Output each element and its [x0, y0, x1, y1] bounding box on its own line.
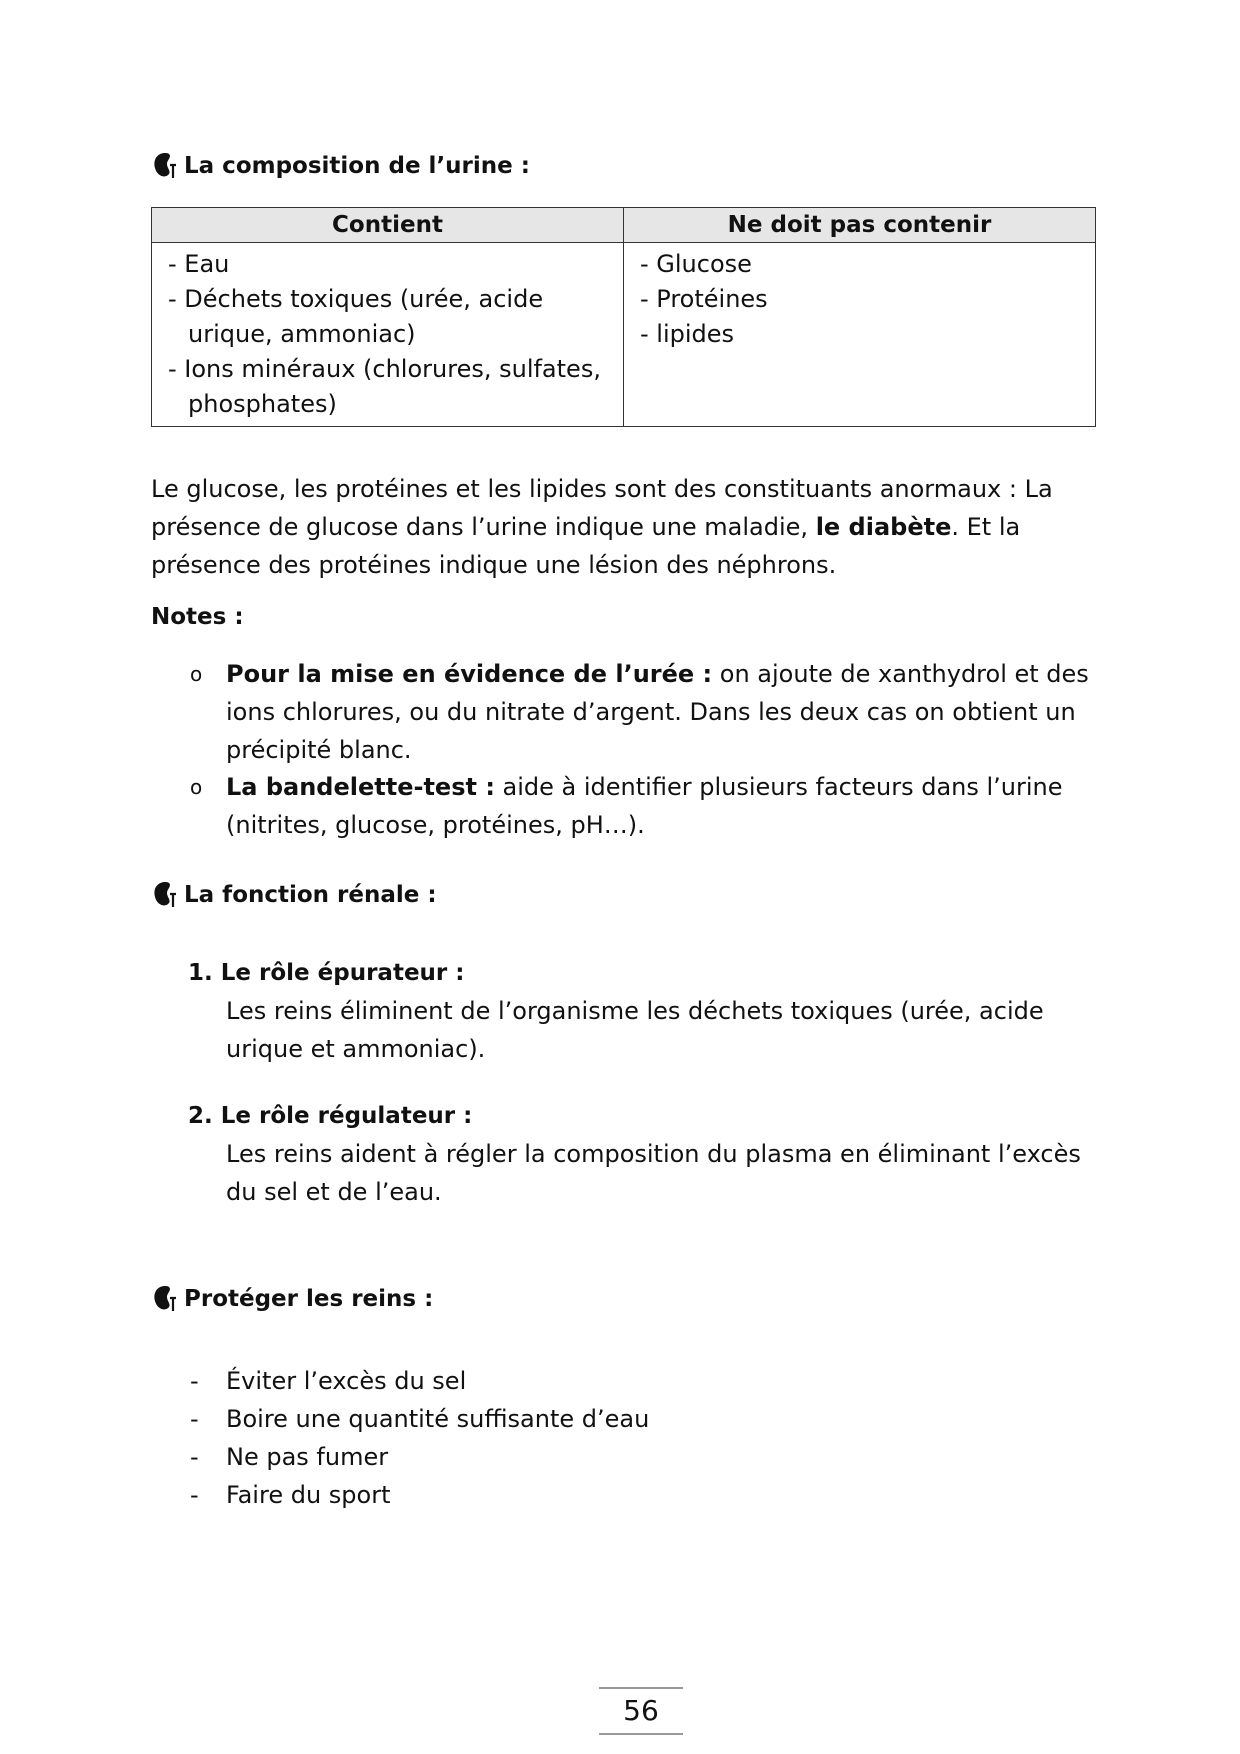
note-text: [226, 768, 1105, 844]
section-title: La composition de l’urine :: [184, 153, 530, 179]
kidney-icon: [152, 880, 178, 910]
list-item-text: Faire du sport: [226, 1481, 391, 1509]
list-item: - Eau: [168, 250, 230, 278]
section-title: Protéger les reins :: [184, 1286, 434, 1312]
urine-composition-table: [151, 207, 1096, 427]
role-text: Les reins aident à régler la composition du plasma en éliminant l’excès du sel et de l’eau.: [226, 1140, 1081, 1206]
dash: -: [190, 1481, 199, 1509]
list-item: [190, 768, 1105, 844]
note-bold: La bandelette-test :: [226, 773, 495, 801]
paragraph-text: Le glucose, les protéines et les lipides sont des constituants anormaux : La présence de glucose dans l’urine indique une maladie,: [151, 475, 1053, 541]
list-item: [190, 655, 1105, 769]
section-heading-composition: [152, 151, 530, 181]
dash: -: [190, 1443, 199, 1471]
table-cell-contient: [152, 243, 624, 427]
list-item: [190, 1476, 649, 1514]
paragraph-text: . Et la présence des protéines indique une lésion des néphrons.: [151, 513, 1021, 579]
kidney-icon: [152, 151, 178, 181]
note-text: [226, 655, 1105, 769]
role-text: Les reins éliminent de l’organisme les déchets toxiques (urée, acide urique et ammoniac).: [226, 997, 1044, 1063]
table-header-row: [152, 208, 1096, 243]
dash: -: [190, 1367, 199, 1395]
protect-list: [190, 1362, 649, 1514]
section-heading-proteger: [152, 1284, 433, 1314]
role-title: 1. Le rôle épurateur :: [188, 960, 465, 986]
list-item-text: Boire une quantité suffisante d’eau: [226, 1405, 650, 1433]
list-item: - lipides: [640, 320, 735, 348]
table-header-contient: Contient: [152, 208, 624, 243]
list-item-text: Ne pas fumer: [226, 1443, 389, 1471]
kidney-icon: [152, 1284, 178, 1314]
list-item-text: Éviter l’excès du sel: [226, 1367, 467, 1395]
bullet: o: [190, 662, 203, 686]
note-bold: Pour la mise en évidence de l’urée :: [226, 660, 713, 688]
list-item: [190, 1362, 649, 1400]
table-row: [152, 243, 1096, 427]
role-title: 2. Le rôle régulateur :: [188, 1103, 473, 1129]
bullet: o: [190, 775, 203, 799]
list-item: [190, 1438, 649, 1476]
list-item: - Ions minéraux (chlorures, sulfates, phosphates): [168, 355, 601, 418]
table-header-ne-doit-pas: Ne doit pas contenir: [624, 208, 1096, 243]
list-item: - Déchets toxiques (urée, acide urique, ammoniac): [168, 285, 544, 348]
list-item: - Glucose: [640, 250, 752, 278]
note-body: on ajoute de xanthydrol et des ions chlorures, ou du nitrate d’argent. Dans les deux cas on obtient un précipité blanc.: [226, 660, 1089, 764]
list-item: - Protéines: [640, 285, 768, 313]
notes-title: Notes :: [151, 604, 244, 630]
paragraph-bold: le diabète: [815, 513, 952, 541]
section-heading-fonction: [152, 880, 437, 910]
section-title: La fonction rénale :: [184, 882, 437, 908]
note-body: aide à identifier plusieurs facteurs dans l’urine (nitrites, glucose, protéines, pH…).: [226, 773, 1063, 839]
page-number: 56: [599, 1687, 683, 1735]
dash: -: [190, 1405, 199, 1433]
paragraph-constituants: [151, 470, 1111, 584]
list-item: [190, 1400, 649, 1438]
table-cell-ne-doit-pas: [624, 243, 1096, 427]
